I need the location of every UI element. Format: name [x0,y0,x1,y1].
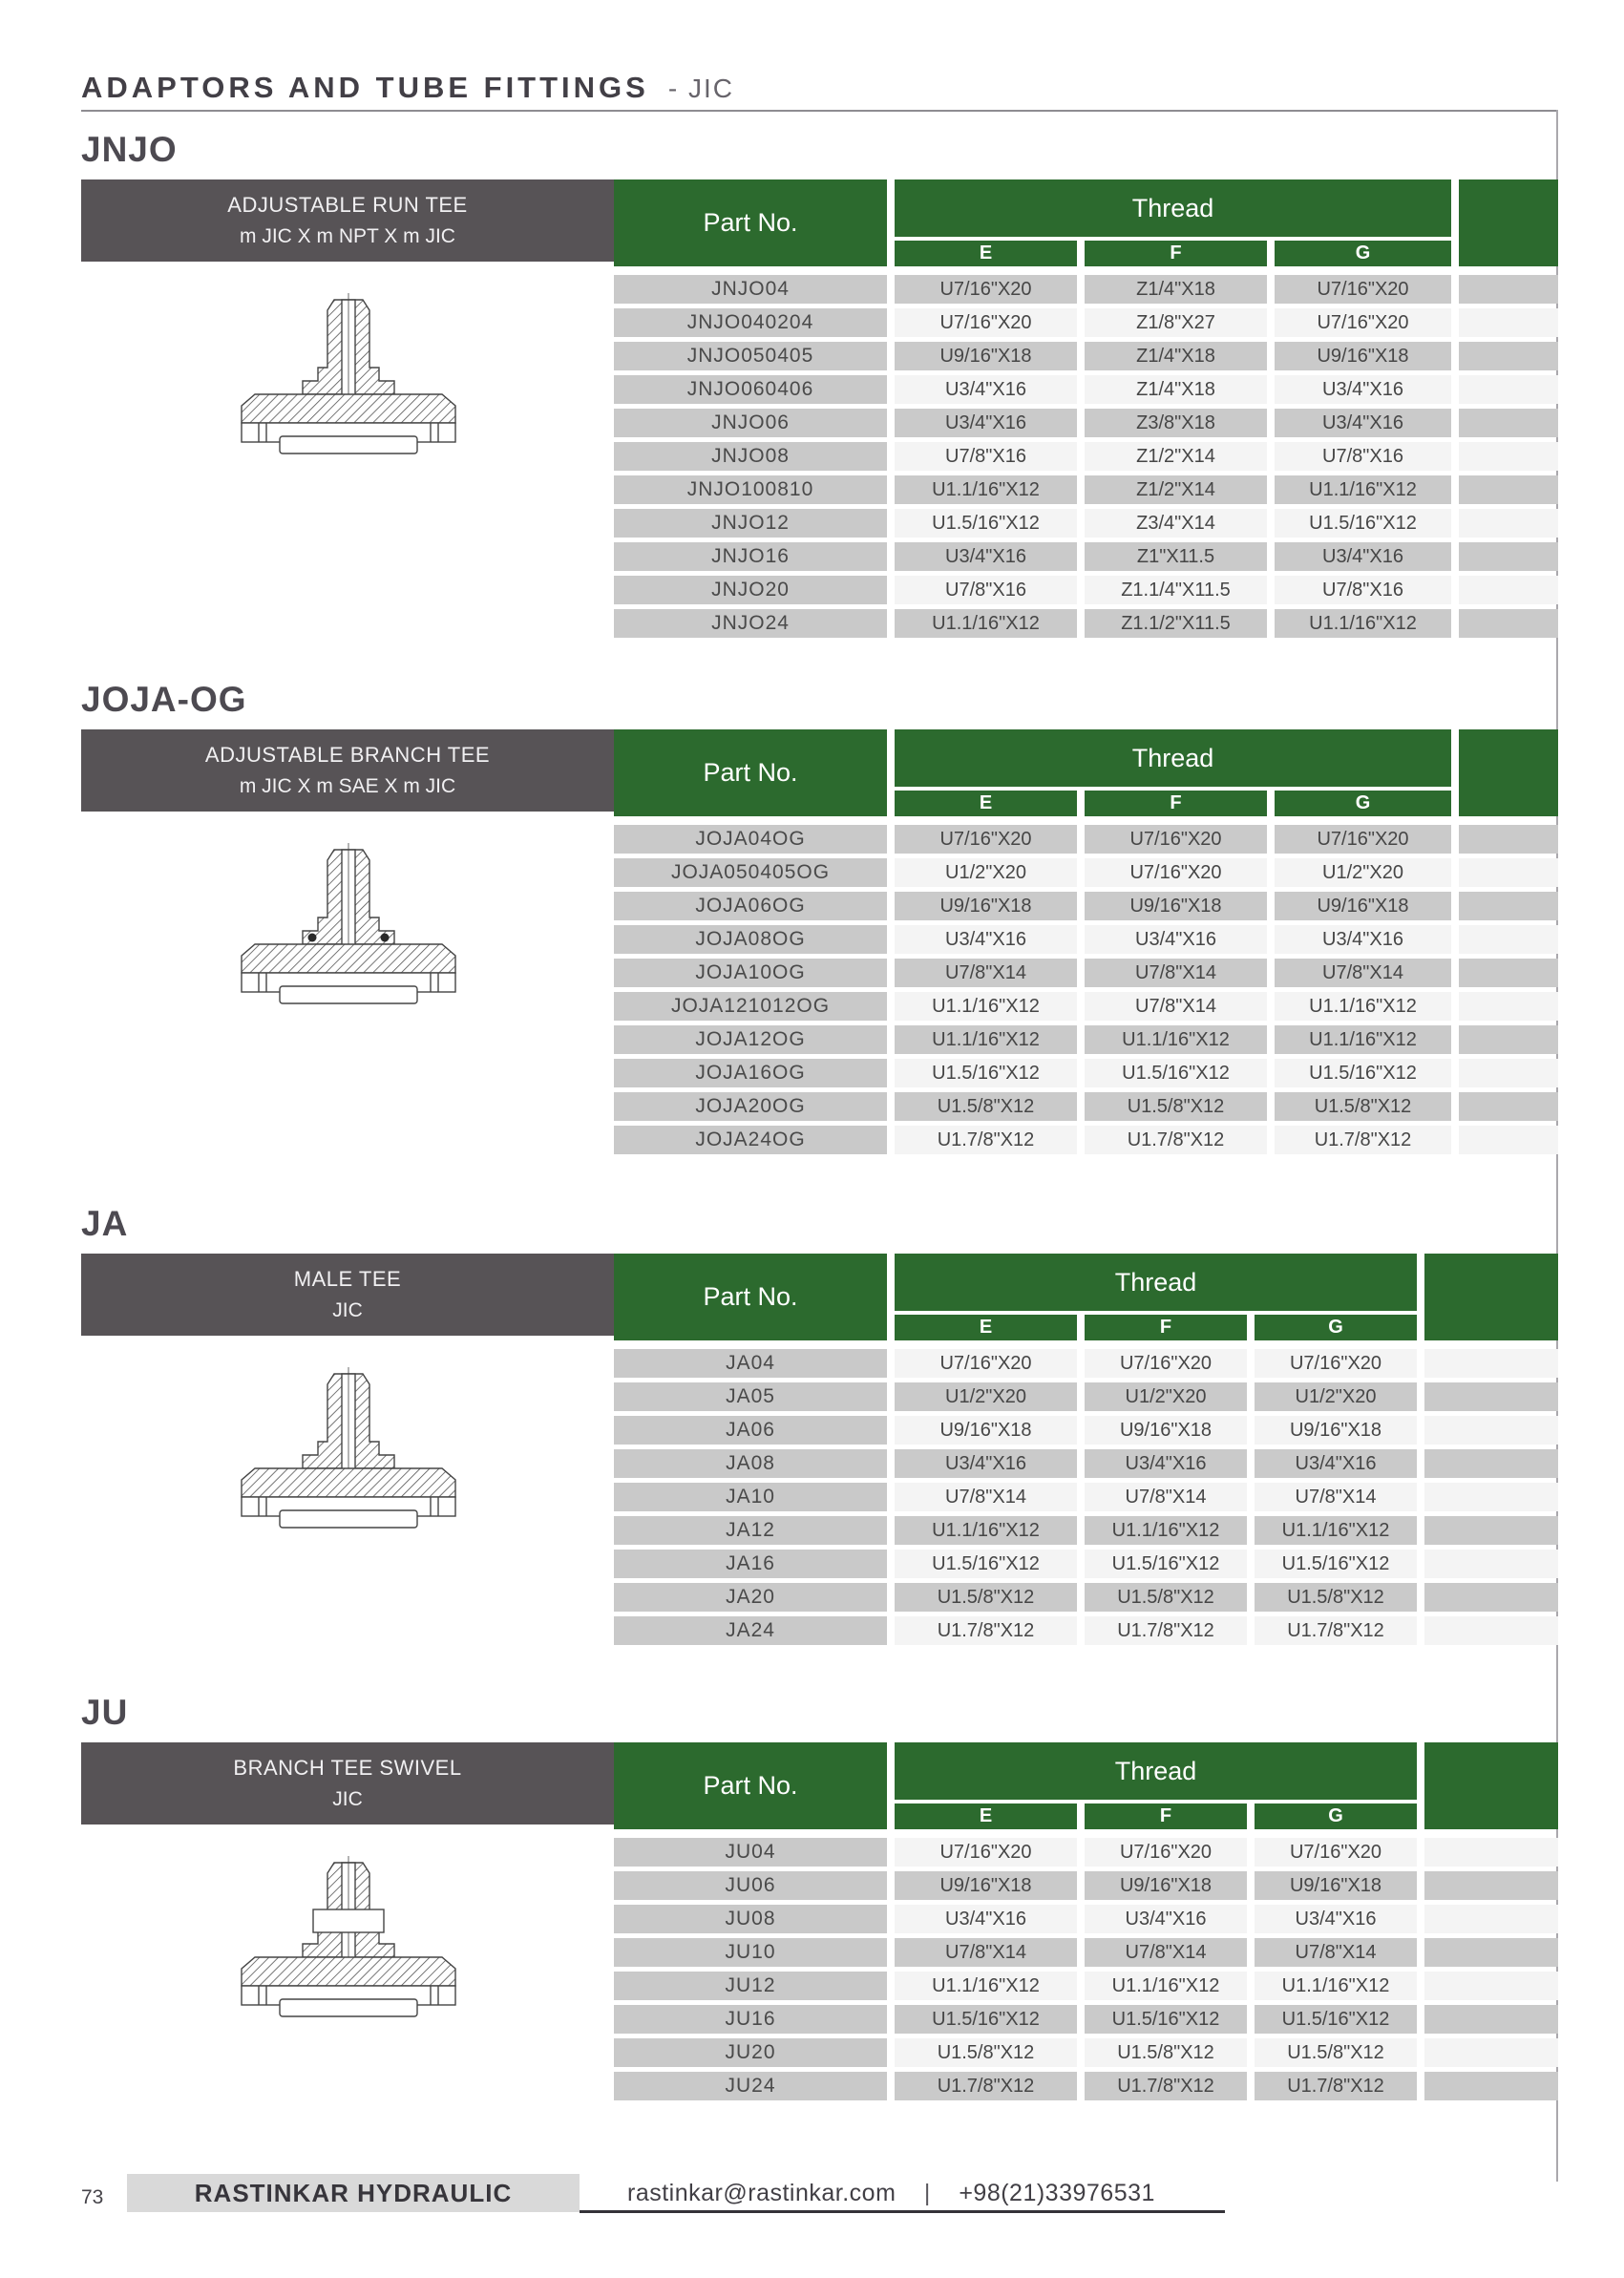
thread-g-cell: U3/4"X16 [1275,925,1451,954]
product-name: BRANCH TEE SWIVEL [233,1756,462,1780]
thread-e-cell: U1.1/16"X12 [895,609,1077,638]
thread-e-cell: U1/2"X20 [895,1382,1077,1411]
spare-cell [1459,308,1558,337]
table-header [614,179,1558,266]
thread-g-cell: U7/16"X20 [1275,308,1451,337]
thread-g-cell: U1/2"X20 [1255,1382,1417,1411]
thread-f-cell: Z1/2"X14 [1085,475,1267,504]
spare-cell [1424,1938,1558,1967]
thread-g-cell: U7/16"X20 [1275,275,1451,304]
part-no-cell: JA10 [614,1483,887,1511]
col-header-e: E [895,1315,1077,1340]
thread-f-cell: U1.7/8"X12 [1085,1126,1267,1154]
spare-cell [1459,959,1558,987]
col-header-f: F [1085,1803,1247,1829]
spare-cell [1459,1092,1558,1121]
part-no-cell: JA24 [614,1616,887,1645]
spare-cell [1459,892,1558,920]
spare-cell [1459,509,1558,538]
thread-e-cell: U1.5/16"X12 [895,2005,1077,2034]
section-heading: JU [81,1693,129,1732]
thread-f-cell: Z1/4"X18 [1085,275,1267,304]
page-number: 73 [81,2186,104,2208]
col-header-f: F [1085,791,1267,816]
spare-cell [1424,1871,1558,1900]
thread-g-cell: U9/16"X18 [1255,1871,1417,1900]
spec-table [614,179,1558,638]
thread-e-cell: U1.5/8"X12 [895,1583,1077,1612]
thread-e-cell: U3/4"X16 [895,542,1077,571]
spec-table [614,1254,1558,1645]
part-no-cell: JA20 [614,1583,887,1612]
footer-email: rastinkar@rastinkar.com [627,2180,896,2206]
spare-cell [1424,1550,1558,1578]
thread-f-cell: Z3/8"X18 [1085,409,1267,437]
thread-f-cell: U1/2"X20 [1085,1382,1247,1411]
thread-f-cell: U7/16"X20 [1085,1349,1247,1378]
part-no-cell: JA04 [614,1349,887,1378]
spare-cell [1424,1616,1558,1645]
spec-table [614,1742,1558,2100]
thread-e-cell: U7/16"X20 [895,308,1077,337]
spare-cell [1424,1483,1558,1511]
part-no-header: Part No. [614,179,887,266]
thread-header: Thread [895,1254,1417,1311]
product-connection: m JIC X m SAE X m JIC [239,775,456,797]
thread-f-cell: U7/8"X14 [1085,992,1267,1021]
col-header-g: G [1255,1803,1417,1829]
thread-f-cell: Z1"X11.5 [1085,542,1267,571]
section-heading: JNJO [81,130,178,169]
spare-cell [1459,858,1558,887]
thread-e-cell: U1/2"X20 [895,858,1077,887]
thread-f-cell: U1.5/16"X12 [1085,1550,1247,1578]
part-no-cell: JA06 [614,1416,887,1445]
product-connection: JIC [332,1299,363,1321]
thread-e-cell: U7/8"X16 [895,576,1077,604]
footer-brand: RASTINKAR HYDRAULIC [127,2174,580,2212]
thread-f-cell: U7/8"X14 [1085,1938,1247,1967]
thread-g-cell: U1.7/8"X12 [1255,1616,1417,1645]
thread-e-cell: U7/16"X20 [895,275,1077,304]
col-header-g: G [1275,791,1451,816]
thread-f-cell: U7/16"X20 [1085,825,1267,854]
thread-g-cell: U7/16"X20 [1255,1349,1417,1378]
thread-e-cell: U1.5/8"X12 [895,2038,1077,2067]
tee-fitting-diagram [215,287,482,457]
part-no-cell: JNJO060406 [614,375,887,404]
spare-cell [1459,475,1558,504]
thread-f-cell: U7/8"X14 [1085,1483,1247,1511]
spare-cell [1459,825,1558,854]
part-no-cell: JNJO24 [614,609,887,638]
spare-cell [1459,925,1558,954]
table-header [614,1742,1558,1829]
part-no-cell: JOJA121012OG [614,992,887,1021]
table-body [614,825,1558,1154]
thread-e-cell: U1.5/16"X12 [895,1550,1077,1578]
thread-f-cell: U1.1/16"X12 [1085,1972,1247,2000]
part-no-cell: JOJA16OG [614,1059,887,1087]
thread-f-cell: U1.5/16"X12 [1085,2005,1247,2034]
thread-e-cell: U7/8"X14 [895,959,1077,987]
part-no-cell: JU16 [614,2005,887,2034]
spare-col-header [1459,729,1558,816]
part-no-cell: JA08 [614,1449,887,1478]
thread-f-cell: U7/8"X14 [1085,959,1267,987]
part-no-cell: JOJA24OG [614,1126,887,1154]
thread-f-cell: Z1.1/4"X11.5 [1085,576,1267,604]
table-header [614,1254,1558,1340]
thread-f-cell: U3/4"X16 [1085,925,1267,954]
spare-col-header [1424,1742,1558,1829]
product-description-box [81,179,614,262]
product-description-box [81,729,614,812]
thread-e-cell: U1.1/16"X12 [895,992,1077,1021]
thread-f-cell: U9/16"X18 [1085,892,1267,920]
spare-cell [1424,1838,1558,1867]
thread-g-cell: U9/16"X18 [1255,1416,1417,1445]
thread-f-cell: Z1.1/2"X11.5 [1085,609,1267,638]
part-no-cell: JA16 [614,1550,887,1578]
thread-e-cell: U7/8"X16 [895,442,1077,471]
thread-g-cell: U1.1/16"X12 [1275,992,1451,1021]
col-header-e: E [895,1803,1077,1829]
thread-f-cell: Z1/8"X27 [1085,308,1267,337]
thread-e-cell: U1.7/8"X12 [895,1616,1077,1645]
footer-contact [627,2180,1155,2207]
part-no-cell: JOJA20OG [614,1092,887,1121]
spare-cell [1424,1349,1558,1378]
thread-e-cell: U9/16"X18 [895,892,1077,920]
spare-cell [1424,2038,1558,2067]
thread-f-cell: Z3/4"X14 [1085,509,1267,538]
thread-g-cell: U7/8"X14 [1275,959,1451,987]
part-no-cell: JU12 [614,1972,887,2000]
table-body [614,275,1558,638]
thread-g-cell: U1/2"X20 [1275,858,1451,887]
thread-e-cell: U7/16"X20 [895,825,1077,854]
thread-e-cell: U3/4"X16 [895,1449,1077,1478]
spare-cell [1459,275,1558,304]
spare-cell [1459,409,1558,437]
thread-g-cell: U1.5/8"X12 [1255,1583,1417,1612]
part-no-cell: JNJO12 [614,509,887,538]
thread-e-cell: U9/16"X18 [895,1871,1077,1900]
section-heading: JOJA-OG [81,680,247,719]
part-no-header: Part No. [614,729,887,816]
thread-g-cell: U1.1/16"X12 [1255,1972,1417,2000]
part-no-cell: JNJO16 [614,542,887,571]
thread-g-cell: U1.5/16"X12 [1255,2005,1417,2034]
product-description-box [81,1742,614,1825]
product-name: ADJUSTABLE BRANCH TEE [204,743,491,767]
part-no-cell: JOJA04OG [614,825,887,854]
spare-cell [1459,576,1558,604]
footer-separator: | [923,2180,931,2206]
part-no-header: Part No. [614,1742,887,1829]
part-no-cell: JOJA06OG [614,892,887,920]
thread-f-cell: U1.5/8"X12 [1085,1092,1267,1121]
thread-header: Thread [895,179,1451,237]
thread-f-cell: U9/16"X18 [1085,1416,1247,1445]
footer-rule [580,2210,1225,2213]
spare-cell [1459,342,1558,370]
thread-e-cell: U7/16"X20 [895,1838,1077,1867]
thread-e-cell: U1.7/8"X12 [895,1126,1077,1154]
part-no-cell: JNJO08 [614,442,887,471]
tee-fitting-diagram [215,1361,482,1531]
part-no-cell: JNJO040204 [614,308,887,337]
thread-e-cell: U1.7/8"X12 [895,2072,1077,2100]
product-description-box [81,1254,614,1336]
thread-g-cell: U9/16"X18 [1275,342,1451,370]
section-heading: JA [81,1204,129,1243]
product-name: ADJUSTABLE RUN TEE [227,193,468,217]
thread-f-cell: U3/4"X16 [1085,1449,1247,1478]
spare-cell [1424,1382,1558,1411]
product-connection: m JIC X m NPT X m JIC [240,225,455,247]
product-name: MALE TEE [293,1267,402,1291]
col-header-f: F [1085,241,1267,266]
thread-header: Thread [895,1742,1417,1800]
title-underline [81,110,1558,112]
part-no-cell: JU24 [614,2072,887,2100]
thread-f-cell: U7/16"X20 [1085,858,1267,887]
spare-cell [1424,2005,1558,2034]
thread-e-cell: U7/16"X20 [895,1349,1077,1378]
spare-cell [1424,1905,1558,1933]
thread-header: Thread [895,729,1451,787]
spare-cell [1459,992,1558,1021]
thread-g-cell: U7/8"X16 [1275,576,1451,604]
thread-f-cell: U1.1/16"X12 [1085,1025,1267,1054]
part-no-cell: JOJA10OG [614,959,887,987]
thread-g-cell: U1.1/16"X12 [1275,1025,1451,1054]
part-no-cell: JOJA050405OG [614,858,887,887]
thread-f-cell: U1.5/8"X12 [1085,1583,1247,1612]
spare-cell [1424,1449,1558,1478]
thread-f-cell: U7/16"X20 [1085,1838,1247,1867]
tee-fitting-diagram [215,1850,482,2020]
thread-g-cell: U3/4"X16 [1255,1449,1417,1478]
part-no-cell: JU06 [614,1871,887,1900]
part-no-cell: JU10 [614,1938,887,1967]
thread-g-cell: U7/16"X20 [1275,825,1451,854]
spare-cell [1459,1025,1558,1054]
spare-col-header [1424,1254,1558,1340]
page-title [81,71,734,105]
thread-g-cell: U1.7/8"X12 [1255,2072,1417,2100]
thread-e-cell: U1.1/16"X12 [895,1972,1077,2000]
part-no-header: Part No. [614,1254,887,1340]
thread-f-cell: U1.7/8"X12 [1085,1616,1247,1645]
thread-e-cell: U3/4"X16 [895,1905,1077,1933]
thread-g-cell: U1.5/16"X12 [1275,509,1451,538]
thread-g-cell: U1.7/8"X12 [1275,1126,1451,1154]
thread-g-cell: U3/4"X16 [1255,1905,1417,1933]
col-header-e: E [895,241,1077,266]
thread-e-cell: U1.5/16"X12 [895,1059,1077,1087]
part-no-cell: JA12 [614,1516,887,1545]
thread-f-cell: Z1/4"X18 [1085,342,1267,370]
table-header [614,729,1558,816]
page-title-suffix: - JIC [667,74,734,103]
thread-g-cell: U1.1/16"X12 [1275,609,1451,638]
part-no-cell: JA05 [614,1382,887,1411]
thread-g-cell: U1.5/8"X12 [1275,1092,1451,1121]
thread-f-cell: U1.1/16"X12 [1085,1516,1247,1545]
table-body [614,1349,1558,1645]
spare-cell [1459,1059,1558,1087]
table-body [614,1838,1558,2100]
spare-cell [1424,1972,1558,2000]
spare-cell [1424,1516,1558,1545]
col-header-g: G [1255,1315,1417,1340]
part-no-cell: JNJO04 [614,275,887,304]
thread-e-cell: U3/4"X16 [895,925,1077,954]
thread-g-cell: U7/8"X16 [1275,442,1451,471]
thread-f-cell: Z1/4"X18 [1085,375,1267,404]
part-no-cell: JNJO06 [614,409,887,437]
part-no-cell: JOJA12OG [614,1025,887,1054]
thread-g-cell: U7/8"X14 [1255,1483,1417,1511]
thread-g-cell: U1.5/16"X12 [1255,1550,1417,1578]
col-header-f: F [1085,1315,1247,1340]
spec-table [614,729,1558,1154]
thread-g-cell: U9/16"X18 [1275,892,1451,920]
thread-e-cell: U9/16"X18 [895,1416,1077,1445]
spare-cell [1459,609,1558,638]
thread-e-cell: U1.1/16"X12 [895,1516,1077,1545]
tee-fitting-diagram [215,837,482,1007]
spare-cell [1424,1583,1558,1612]
thread-f-cell: Z1/2"X14 [1085,442,1267,471]
thread-g-cell: U7/8"X14 [1255,1938,1417,1967]
spare-cell [1459,542,1558,571]
part-no-cell: JOJA08OG [614,925,887,954]
thread-f-cell: U3/4"X16 [1085,1905,1247,1933]
thread-g-cell: U3/4"X16 [1275,409,1451,437]
thread-e-cell: U1.1/16"X12 [895,1025,1077,1054]
thread-g-cell: U1.1/16"X12 [1255,1516,1417,1545]
thread-e-cell: U1.1/16"X12 [895,475,1077,504]
spare-col-header [1459,179,1558,266]
thread-e-cell: U7/8"X14 [895,1483,1077,1511]
thread-e-cell: U1.5/16"X12 [895,509,1077,538]
spare-cell [1424,1416,1558,1445]
part-no-cell: JU04 [614,1838,887,1867]
thread-f-cell: U1.5/8"X12 [1085,2038,1247,2067]
part-no-cell: JU08 [614,1905,887,1933]
thread-e-cell: U7/8"X14 [895,1938,1077,1967]
part-no-cell: JNJO050405 [614,342,887,370]
page-title-main: ADAPTORS AND TUBE FITTINGS [81,71,649,104]
spare-cell [1459,442,1558,471]
part-no-cell: JNJO100810 [614,475,887,504]
col-header-g: G [1275,241,1451,266]
thread-g-cell: U7/16"X20 [1255,1838,1417,1867]
spare-cell [1424,2072,1558,2100]
thread-f-cell: U1.7/8"X12 [1085,2072,1247,2100]
thread-f-cell: U9/16"X18 [1085,1871,1247,1900]
thread-g-cell: U1.5/8"X12 [1255,2038,1417,2067]
footer-phone: +98(21)33976531 [959,2180,1155,2206]
thread-e-cell: U3/4"X16 [895,409,1077,437]
thread-g-cell: U1.1/16"X12 [1275,475,1451,504]
thread-e-cell: U9/16"X18 [895,342,1077,370]
thread-e-cell: U1.5/8"X12 [895,1092,1077,1121]
thread-g-cell: U1.5/16"X12 [1275,1059,1451,1087]
part-no-cell: JNJO20 [614,576,887,604]
thread-g-cell: U3/4"X16 [1275,542,1451,571]
product-connection: JIC [332,1788,363,1810]
thread-e-cell: U3/4"X16 [895,375,1077,404]
part-no-cell: JU20 [614,2038,887,2067]
col-header-e: E [895,791,1077,816]
thread-g-cell: U3/4"X16 [1275,375,1451,404]
spare-cell [1459,1126,1558,1154]
spare-cell [1459,375,1558,404]
thread-f-cell: U1.5/16"X12 [1085,1059,1267,1087]
